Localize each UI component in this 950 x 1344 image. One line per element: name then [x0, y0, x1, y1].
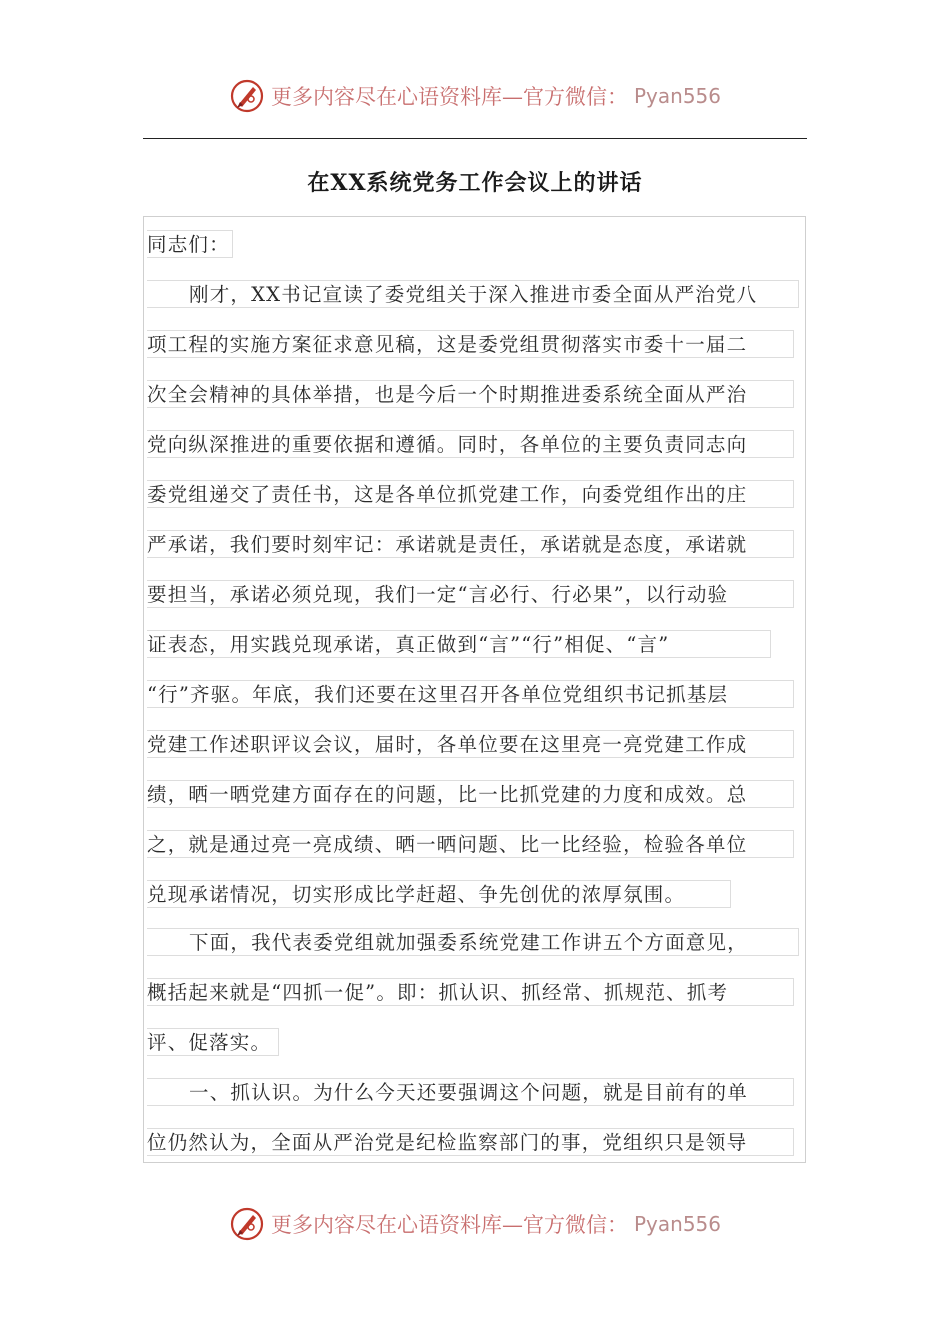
text-line: 评、促落实。 — [147, 1028, 279, 1056]
text-line: 刚才，XX书记宣读了委党组关于深入推进市委全面从严治党八 — [147, 280, 799, 308]
pen-logo-icon — [229, 78, 265, 114]
banner-text: 更多内容尽在心语资料库—官方微信： — [270, 1213, 628, 1237]
banner-wechat-id: Pyan556 — [633, 1212, 721, 1236]
header-banner — [0, 78, 950, 128]
text-line: 委党组递交了责任书，这是各单位抓党建工作，向委党组作出的庄 — [147, 480, 794, 508]
banner-text: 更多内容尽在心语资料库—官方微信： — [270, 85, 628, 109]
text-line: 项工程的实施方案征求意见稿，这是委党组贯彻落实市委十一届二 — [147, 330, 794, 358]
footer-banner — [0, 1206, 950, 1256]
text-line: 兑现承诺情况，切实形成比学赶超、争先创优的浓厚氛围。 — [147, 880, 731, 908]
text-line: 位仍然认为，全面从严治党是纪检监察部门的事，党组织只是领导 — [147, 1128, 794, 1156]
text-line: 要担当，承诺必须兑现，我们一定“言必行、行必果”，以行动验 — [147, 580, 794, 608]
text-line: 绩，晒一晒党建方面存在的问题，比一比抓党建的力度和成效。总 — [147, 780, 794, 808]
text-line: 次全会精神的具体举措，也是今后一个时期推进委系统全面从严治 — [147, 380, 794, 408]
text-line: 同志们： — [147, 230, 233, 258]
banner-wechat-id: Pyan556 — [633, 84, 721, 108]
text-line: 党建工作述职评议会议，届时，各单位要在这里亮一亮党建工作成 — [147, 730, 794, 758]
text-line: 之，就是通过亮一亮成绩、晒一晒问题、比一比经验，检验各单位 — [147, 830, 794, 858]
text-line: 一、抓认识。为什么今天还要强调这个问题，就是目前有的单 — [147, 1078, 794, 1106]
header-divider — [143, 138, 807, 139]
pen-logo-icon — [229, 1206, 265, 1242]
text-line: 严承诺，我们要时刻牢记：承诺就是责任，承诺就是态度，承诺就 — [147, 530, 794, 558]
document-title: 在XX系统党务工作会议上的讲话 — [307, 170, 643, 196]
text-line: 证表态，用实践兑现承诺，真正做到“言”“行”相促、“言” — [147, 630, 771, 658]
text-line: “行”齐驱。年底，我们还要在这里召开各单位党组织书记抓基层 — [147, 680, 794, 708]
text-line: 概括起来就是“四抓一促”。即：抓认识、抓经常、抓规范、抓考 — [147, 978, 794, 1006]
text-line: 下面，我代表委党组就加强委系统党建工作讲五个方面意见， — [147, 928, 799, 956]
text-line: 党向纵深推进的重要依据和遵循。同时，各单位的主要负责同志向 — [147, 430, 794, 458]
